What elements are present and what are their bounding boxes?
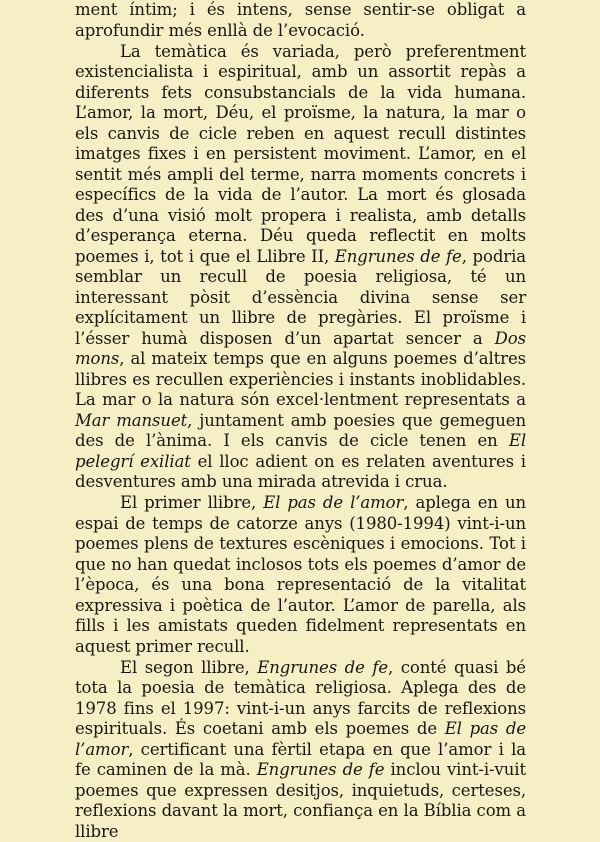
paragraph-themes	[75, 42, 526, 493]
text-span: El segon llibre,	[120, 658, 257, 677]
book-title: El pas de l’amor	[75, 719, 526, 759]
text-span: el lloc adient on es relaten aventures i desventures amb una mirada atrevida i crua.	[75, 452, 526, 492]
text-span: , juntament amb poesies que gemeguen des de l’ànima. I els canvis de cicle tenen en	[75, 411, 526, 451]
book-title: El pelegrí exiliat	[75, 431, 526, 471]
text-span: , al mateix temps que en alguns poemes d’altres llibres es recullen experiències i instants inoblidables. La mar o la natura són excel·lentment representats a	[75, 349, 526, 409]
paragraph-second-book	[75, 658, 526, 842]
paragraph-continuation	[75, 0, 526, 41]
text-span: El primer llibre,	[120, 493, 263, 512]
text-span: , conté quasi bé tota la poesia de temàtica religiosa. Aplega des de 1978 fins el 1997: vint-i-un anys farcits de reflexions espirituals. És coetani amb els poemes de	[75, 658, 526, 739]
text-span: , aplega en un espai de temps de catorze anys (1980-1994) vint-i-un poemes plens de textures escèniques i emocions. Tot i que no han quedat inclosos tots els poemes d’amor de l’època, és una bona representació de la vitalitat expressiva i poètica de l’autor. L’amor de parella, als fills i les amistats queden fidelment representats en aquest primer recull.	[75, 493, 526, 656]
book-title: Dos mons	[75, 329, 526, 369]
text-span: inclou vint-i-vuit poemes que expressen desitjos, inquietuds, certeses, reflexions davant la mort, confiança en la Bíblia com a llibre	[75, 760, 526, 841]
book-title: El pas de l’amor	[263, 493, 403, 512]
text-span: La temàtica és variada, però preferentment existencialista i espiritual, amb un assortit repàs a diferents fets consubstancials de la vida humana. L’amor, la mort, Déu, el proïsme, la natura, la mar o els canvis de cicle reben en aquest recull distintes imatges fixes i en persistent moviment. L’amor, en el sentit més ampli del terme, narra moments concrets i específics de la vida de l’autor. La mort és glosada des d’una visió molt propera i realista, amb detalls d’esperança eterna. Déu queda reflectit en molts poemes i, tot i que el Llibre II,	[75, 42, 526, 266]
book-title: Engrunes de fe	[257, 658, 388, 677]
book-title: Engrunes de fe	[257, 760, 385, 779]
paragraph-first-book	[75, 493, 526, 657]
text-span: , podria semblar un recull de poesia religiosa, té un interessant pòsit d’essència divina sense ser explícitament un llibre de pregàries. El proïsme i l’ésser humà disposen d’un apartat sencer a	[75, 247, 526, 348]
text-span: , certificant una fèrtil etapa en que l’amor i la fe caminen de la mà.	[75, 740, 526, 780]
book-title: Mar mansuet	[75, 411, 187, 430]
text-span: ment íntim; i és intens, sense sentir-se obligat a aprofundir més enllà de l’evocació.	[75, 0, 526, 40]
book-title: Engrunes de fe	[335, 247, 462, 266]
